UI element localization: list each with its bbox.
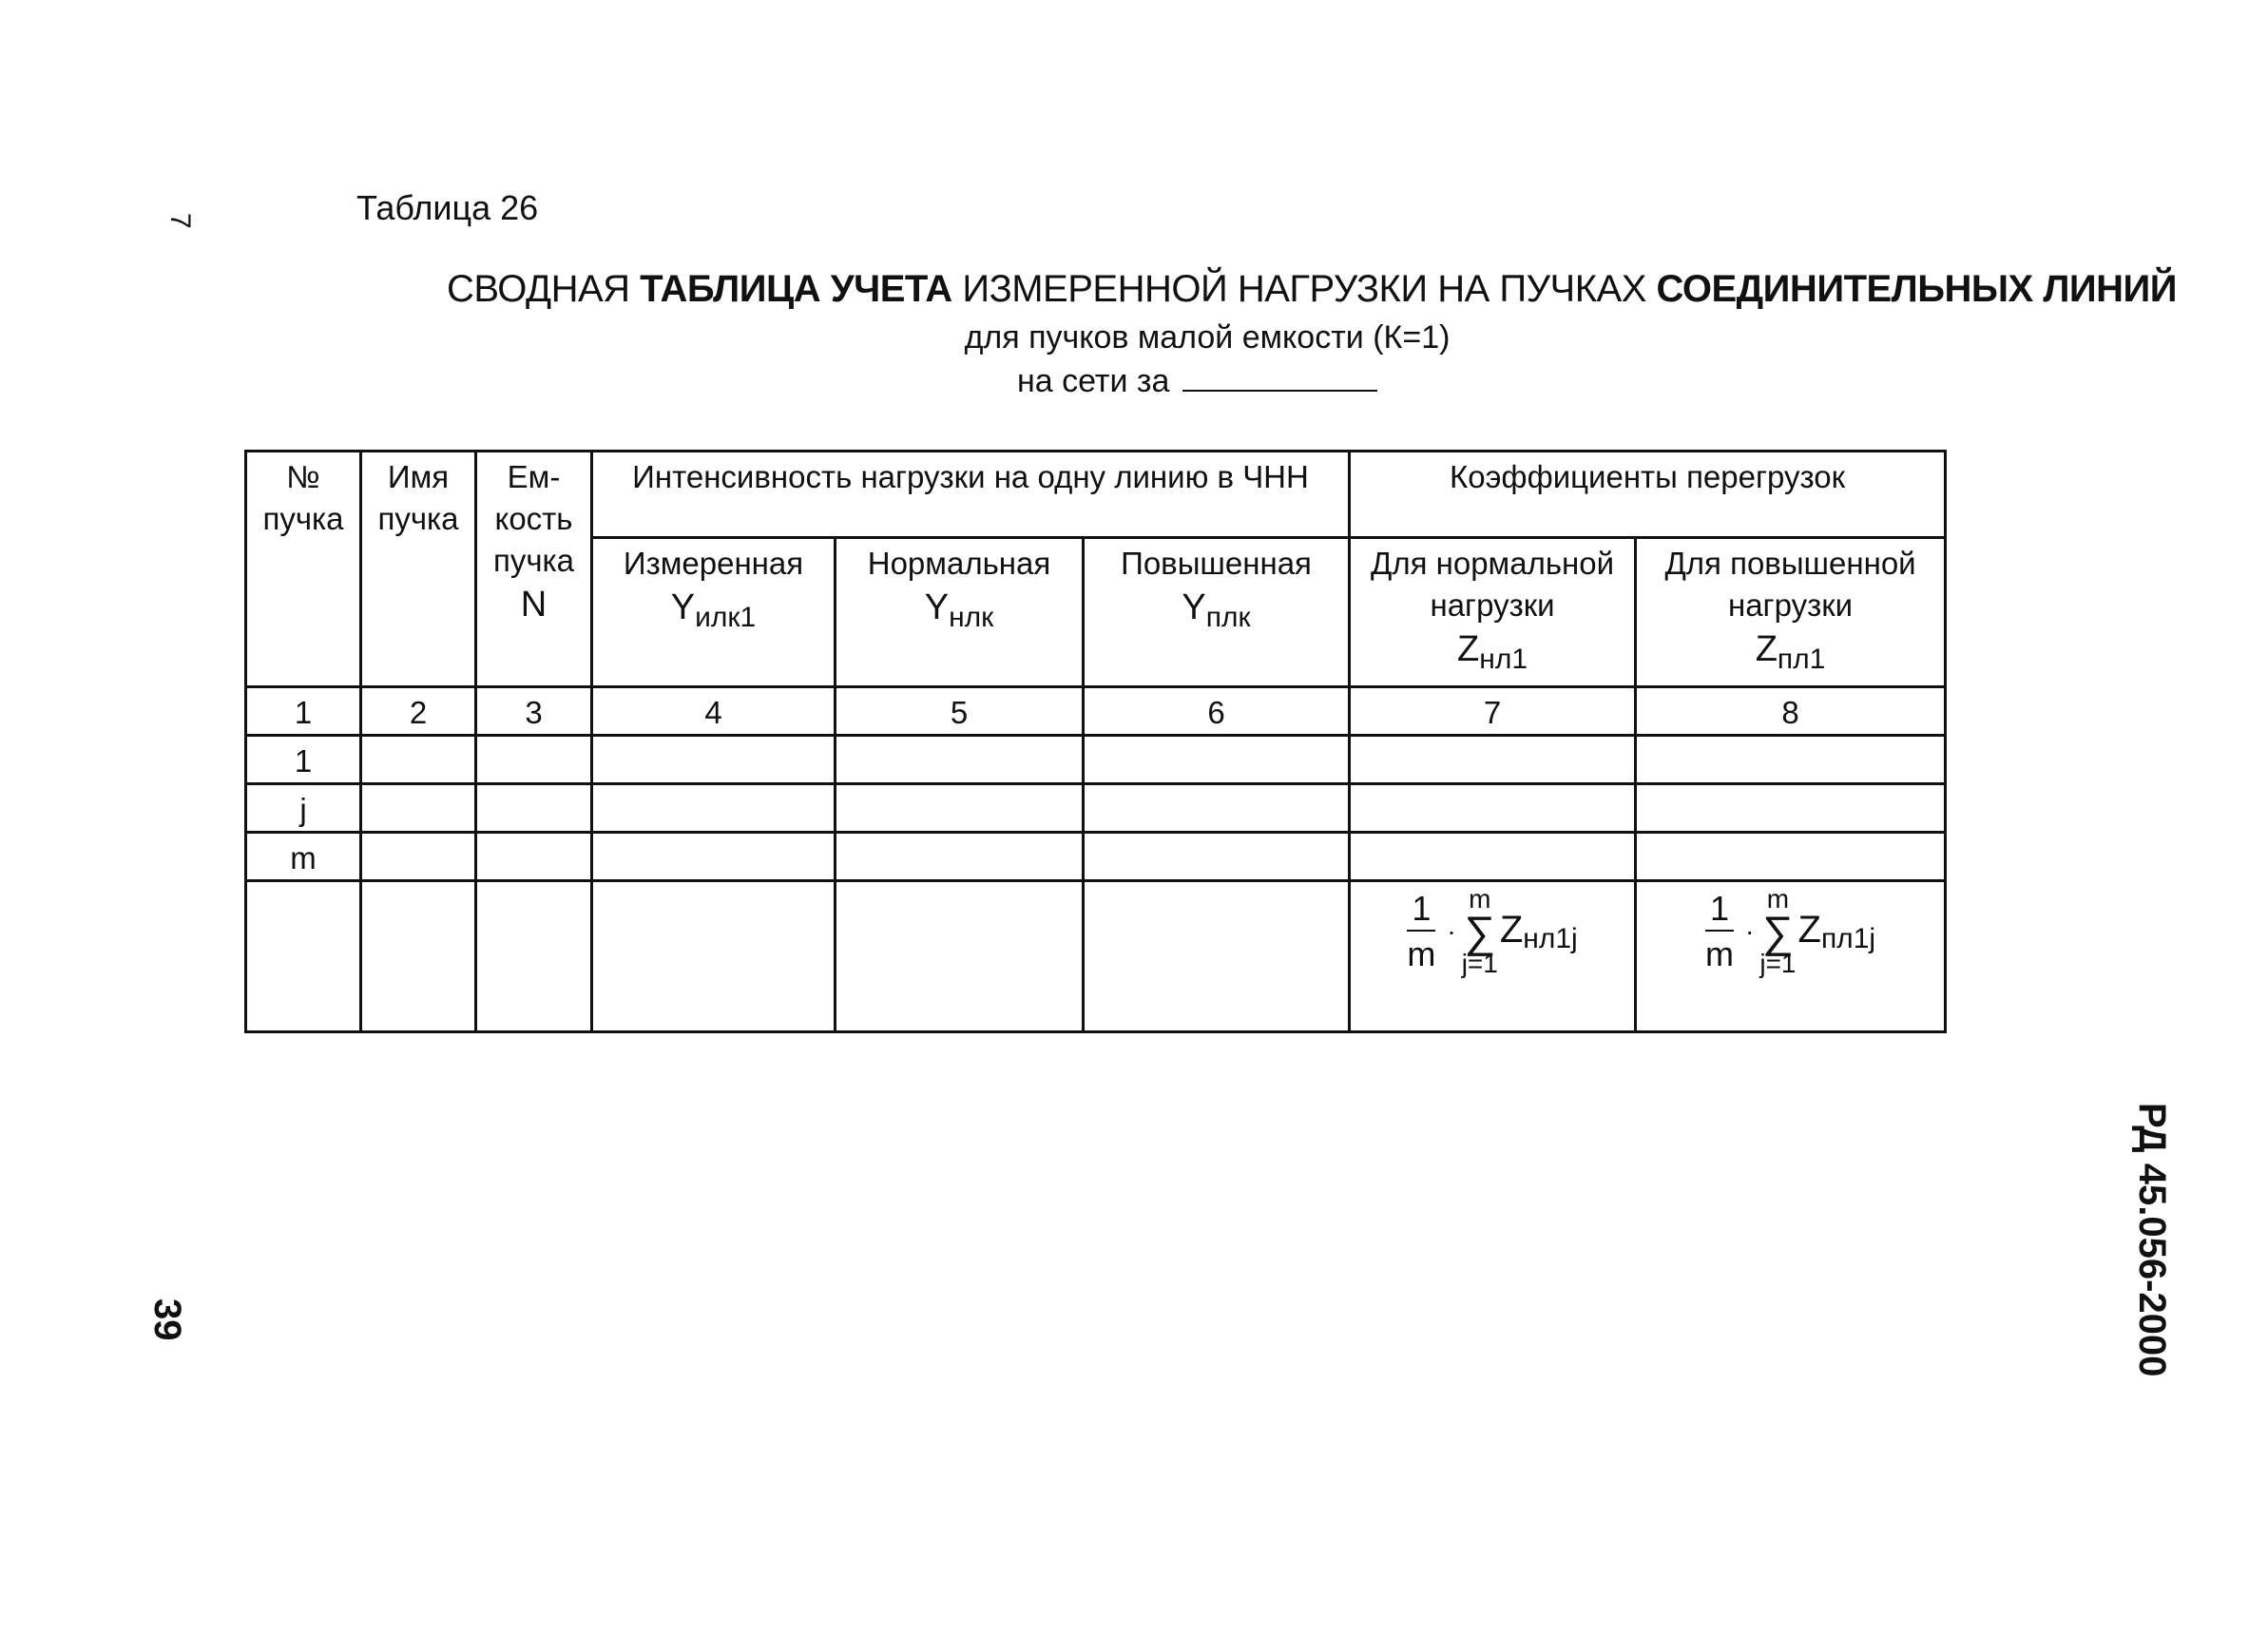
empty-cell [1084,881,1350,1032]
column-number-row [246,687,1946,736]
column-number: 3 [476,687,592,736]
header-for-normal [1350,538,1636,687]
title-part-4: СОЕДИНИТЕЛЬНЫХ ЛИНИЙ [1656,268,2178,310]
header-measured-symbol: $Y_{илк1}$ [670,587,757,633]
z-term: $Z_{нл1j}$ [1499,908,1578,954]
fraction: $\frac{1}{m}$ [1705,889,1735,973]
empty-cell [592,881,836,1032]
empty-cell [1636,736,1946,784]
empty-cell [476,736,592,784]
formula-normal: $\frac{1}{m}$ · m ∑ j=1 $Z_{нл1j}$ [1407,884,1578,978]
empty-cell [592,784,836,833]
header-measured [592,538,836,687]
row-label: j [246,784,361,833]
title-part-3: ИЗМЕРЕННОЙ НАГРУЗКИ НА ПУЧКАХ [962,268,1657,310]
table-row [246,784,1946,833]
page-number: 39 [146,1298,188,1341]
network-prefix: на сети за [1017,363,1170,399]
header-for-increased-symbol: $Z_{пл1}$ [1755,629,1826,675]
corner-mark: 7 [164,213,196,229]
empty-cell [1350,736,1636,784]
empty-cell [1636,784,1946,833]
header-capacity-label: Ем-кость пучка [492,459,575,578]
header-normal-label: Нормальная [867,546,1051,581]
title-part-2: ТАБЛИЦА УЧЕТА [629,268,963,310]
header-capacity-symbol: N [520,585,548,625]
header-row-1 [246,452,1946,538]
empty-cell [361,881,476,1032]
empty-cell [836,736,1084,784]
empty-cell [361,784,476,833]
header-for-increased [1636,538,1946,687]
header-bundle-no: № пучка [246,452,361,687]
empty-cell [836,881,1084,1032]
empty-cell [1350,833,1636,881]
header-for-normal-label: Для нормальной нагрузки [1370,546,1615,623]
title-part-1: СВОДНАЯ [447,268,630,310]
formula-normal-cell [1350,881,1636,1032]
main-title [447,268,2178,311]
z-term: $Z_{пл1j}$ [1797,908,1876,954]
header-coefficients-group: Коэффициенты перегрузок [1350,452,1946,538]
header-for-increased-label: Для повышенной нагрузки [1664,546,1916,623]
subtitle: для пучков малой емкости (К=1) [964,319,1451,356]
empty-cell [246,881,361,1032]
header-normal-symbol: $Y_{нлк}$ [924,587,994,633]
fraction: $\frac{1}{m}$ [1407,889,1436,973]
empty-cell [592,736,836,784]
row-label: m [246,833,361,881]
formula-increased-cell [1636,881,1946,1032]
network-blank-field [1182,361,1377,392]
sum-operator: m ∑ j=1 [1759,884,1797,978]
header-increased [1084,538,1350,687]
empty-cell [476,784,592,833]
empty-cell [476,881,592,1032]
empty-cell [361,833,476,881]
column-number: 2 [361,687,476,736]
formula-increased: $\frac{1}{m}$ · m ∑ j=1 $Z_{пл1j}$ [1705,884,1876,978]
empty-cell [361,736,476,784]
empty-cell [476,833,592,881]
header-for-normal-symbol: $Z_{нл1}$ [1457,629,1528,675]
header-bundle-name: Имя пучка [361,452,476,687]
table-label: Таблица 26 [356,188,539,227]
column-number: 1 [246,687,361,736]
header-increased-label: Повышенная [1121,546,1312,581]
header-normal [836,538,1084,687]
header-capacity [476,452,592,687]
column-number: 4 [592,687,836,736]
summary-row [246,881,1946,1032]
column-number: 6 [1084,687,1350,736]
column-number: 5 [836,687,1084,736]
row-label: 1 [246,736,361,784]
header-measured-label: Измеренная [623,546,804,581]
sum-operator: m ∑ j=1 [1461,884,1498,978]
load-summary-table [244,450,1947,1033]
column-number: 7 [1350,687,1636,736]
network-line [1017,361,1377,400]
table-row [246,736,1946,784]
empty-cell [836,784,1084,833]
document-code: РД 45.056-2000 [2131,1103,2173,1377]
empty-cell [1084,784,1350,833]
empty-cell [1350,784,1636,833]
empty-cell [592,833,836,881]
empty-cell [1636,833,1946,881]
empty-cell [836,833,1084,881]
empty-cell [1084,833,1350,881]
table-row [246,833,1946,881]
column-number: 8 [1636,687,1946,736]
header-intensity-group: Интенсивность нагрузки на одну линию в ЧНН [592,452,1350,538]
empty-cell [1084,736,1350,784]
header-increased-symbol: $Y_{плк}$ [1182,587,1251,633]
